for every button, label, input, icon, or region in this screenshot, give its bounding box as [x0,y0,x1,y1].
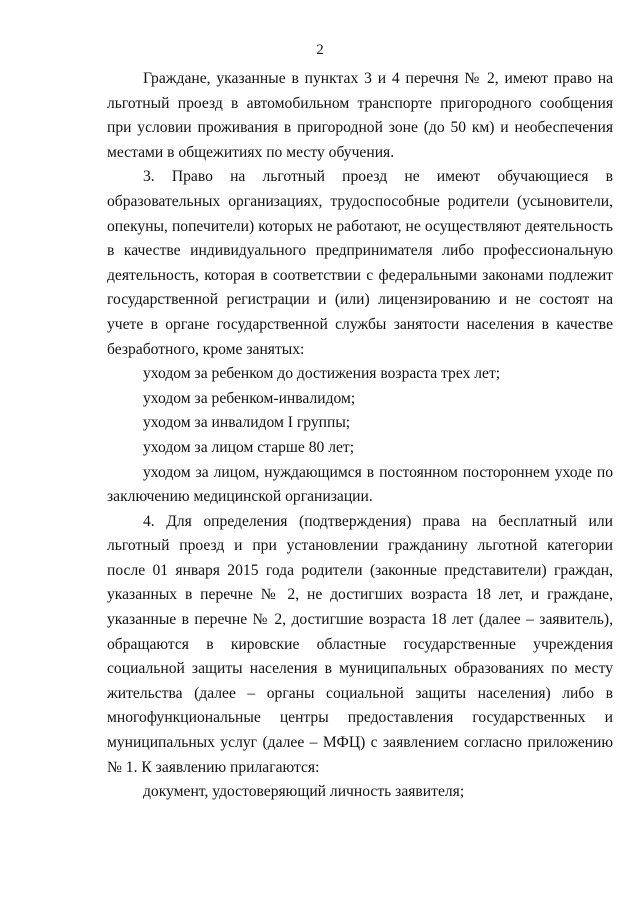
paragraph-eligibility-suburban: Граждане, указанные в пунктах 3 и 4 перечня № 2, имеют право на льготный проезд в автомобильном транспорте пригородного сообщения при условии проживания в пригородной зоне (до 50 км) и необеспечения местами в общежитиях по месту обучения. [107,70,613,161]
list-item: уходом за ребенком до достижения возраста трех лет; [143,365,501,383]
list-item: документ, удостоверяющий личность заявителя; [143,783,465,801]
page-number: 2 [316,42,324,58]
list-item: уходом за ребенком-инвалидом; [143,389,356,407]
list-item: уходом за инвалидом I группы; [143,414,351,432]
paragraph-3-no-right: 3. Право на льготный проезд не имеют обучающиеся в образовательных организациях, трудоспособные родители (усыновители, опекуны, попечители) которых не работают, не осуществляют деятельность в качестве индивидуального предпринимателя либо профессиональную деятельность, которая в соответствии с федеральными законами подлежит государственной регистрации и (или) лицензированию и не состоят на учете в органе государственной службы занятости населения в качестве безработного, кроме занятых: [107,168,613,358]
document-body [107,67,613,805]
list-item: уходом за лицом, нуждающимся в постоянном постороннем уходе по заключению медицинской организации. [107,463,613,506]
paragraph-4-application: 4. Для определения (подтверждения) права на бесплатный или льготный проезд и при установлении гражданину льготной категории после 01 января 2015 года родители (законные представители) граждан, указанных в перечне № 2, не достигших возраста 18 лет, и граждане, указанные в перечне № 2, достигшие возраста 18 лет (далее – заявитель), обращаются в кировские областные государственные учреждения социальной защиты населения в муниципальных образованиях по месту жительства (далее – органы социальной защиты населения) либо в многофункциональные центры предоставления государственных и муниципальных услуг (далее – МФЦ) с заявлением согласно приложению № 1. К заявлению прилагаются: [107,512,613,776]
list-item: уходом за лицом старше 80 лет; [143,438,355,456]
